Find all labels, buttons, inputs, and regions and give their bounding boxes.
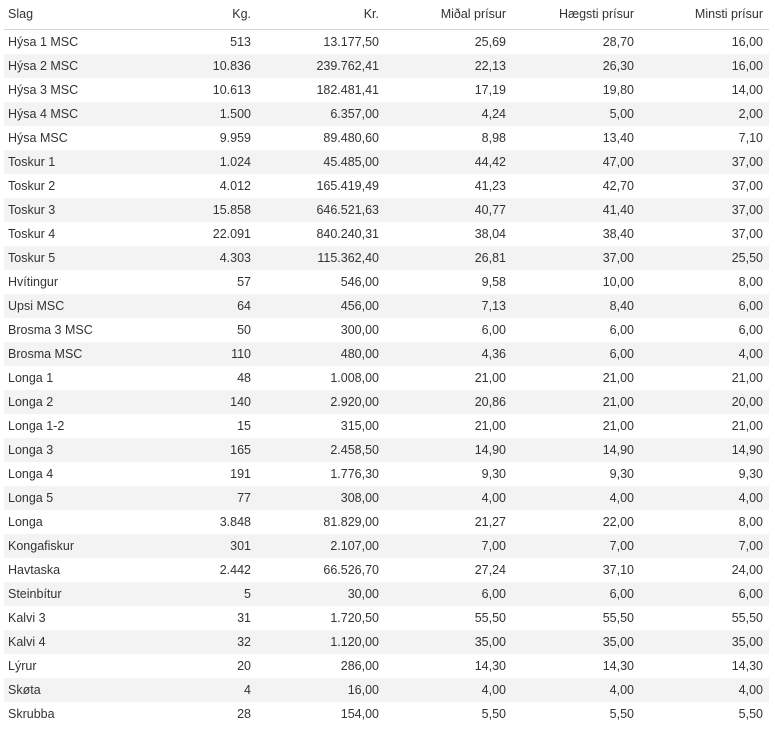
kr-cell: 81.829,00	[323, 514, 379, 529]
lowest-price-cell: 37,00	[731, 154, 763, 169]
average-price-cell: 40,77	[474, 202, 506, 217]
species-cell: Hýsa 1 MSC	[8, 34, 79, 49]
kr-cell: 480,00	[340, 346, 379, 361]
lowest-price-cell: 14,00	[731, 82, 763, 97]
species-cell: Hýsa 2 MSC	[8, 58, 79, 73]
kg-cell: 57	[237, 274, 251, 289]
average-price-cell: 55,50	[474, 610, 506, 625]
table-row	[4, 222, 769, 246]
price-table	[4, 0, 769, 726]
highest-price-cell: 37,00	[602, 250, 634, 265]
species-cell: Longa 1-2	[8, 418, 65, 433]
average-price-cell: 4,24	[481, 106, 506, 121]
highest-price-cell: 21,00	[602, 418, 634, 433]
kg-cell: 15.858	[212, 202, 251, 217]
table-row	[4, 366, 769, 390]
lowest-price-cell: 4,00	[738, 346, 763, 361]
table-header	[4, 0, 769, 29]
species-cell: Kongafiskur	[8, 538, 75, 553]
average-price-cell: 9,58	[481, 274, 506, 289]
kr-cell: 16,00	[347, 682, 379, 697]
table-row	[4, 534, 769, 558]
kr-cell: 1.776,30	[330, 466, 379, 481]
kg-cell: 191	[230, 466, 251, 481]
kg-cell: 5	[244, 586, 251, 601]
table-row	[4, 630, 769, 654]
average-price-cell: 4,00	[481, 682, 506, 697]
average-price-cell: 14,90	[474, 442, 506, 457]
highest-price-cell: 41,40	[602, 202, 634, 217]
kr-cell: 30,00	[347, 586, 379, 601]
lowest-price-cell: 7,10	[738, 130, 763, 145]
highest-price-cell: 7,00	[609, 538, 634, 553]
table-row	[4, 294, 769, 318]
table-row	[4, 102, 769, 126]
lowest-price-cell: 20,00	[731, 394, 763, 409]
species-cell: Longa 3	[8, 442, 54, 457]
species-cell: Brosma MSC	[8, 346, 83, 361]
average-price-cell: 7,00	[481, 538, 506, 553]
highest-price-cell: 4,00	[609, 490, 634, 505]
species-cell: Toskur 3	[8, 202, 56, 217]
kr-cell: 45.485,00	[323, 154, 379, 169]
species-cell: Longa 2	[8, 394, 54, 409]
lowest-price-cell: 21,00	[731, 370, 763, 385]
kr-cell: 1.720,50	[330, 610, 379, 625]
highest-price-cell: 47,00	[602, 154, 634, 169]
average-price-cell: 35,00	[474, 634, 506, 649]
species-cell: Longa 1	[8, 370, 54, 385]
lowest-price-cell: 37,00	[731, 202, 763, 217]
lowest-price-cell: 37,00	[731, 178, 763, 193]
species-cell: Hýsa 4 MSC	[8, 106, 79, 121]
average-price-cell: 6,00	[481, 322, 506, 337]
lowest-price-cell: 16,00	[731, 58, 763, 73]
kg-cell: 4	[244, 682, 251, 697]
species-cell: Hýsa MSC	[8, 130, 68, 145]
highest-price-cell: 14,90	[602, 442, 634, 457]
highest-price-cell: 13,40	[602, 130, 634, 145]
kr-cell: 182.481,41	[316, 82, 379, 97]
highest-price-cell: 21,00	[602, 370, 634, 385]
table-row	[4, 126, 769, 150]
kr-cell: 2.458,50	[330, 442, 379, 457]
table-row	[4, 486, 769, 510]
column-header-highest-price[interactable]: Hægsti prísur	[512, 0, 640, 29]
species-cell: Toskur 5	[8, 250, 56, 265]
lowest-price-cell: 55,50	[731, 610, 763, 625]
lowest-price-cell: 4,00	[738, 490, 763, 505]
table-row	[4, 606, 769, 630]
kr-cell: 1.008,00	[330, 370, 379, 385]
kg-cell: 50	[237, 322, 251, 337]
lowest-price-cell: 21,00	[731, 418, 763, 433]
table-row	[4, 582, 769, 606]
kg-cell: 20	[237, 658, 251, 673]
column-header-kg[interactable]: Kg.	[134, 0, 257, 29]
highest-price-cell: 35,00	[602, 634, 634, 649]
lowest-price-cell: 14,30	[731, 658, 763, 673]
kr-cell: 308,00	[340, 490, 379, 505]
species-cell: Hvítingur	[8, 274, 59, 289]
average-price-cell: 41,23	[474, 178, 506, 193]
average-price-cell: 9,30	[481, 466, 506, 481]
average-price-cell: 22,13	[474, 58, 506, 73]
table-row	[4, 318, 769, 342]
kg-cell: 301	[230, 538, 251, 553]
column-header-average-price[interactable]: Miðal prísur	[385, 0, 512, 29]
kg-cell: 1.500	[219, 106, 251, 121]
kr-cell: 13.177,50	[323, 34, 379, 49]
highest-price-cell: 4,00	[609, 682, 634, 697]
highest-price-cell: 8,40	[609, 298, 634, 313]
kr-cell: 456,00	[340, 298, 379, 313]
highest-price-cell: 6,00	[609, 322, 634, 337]
average-price-cell: 4,00	[481, 490, 506, 505]
average-price-cell: 38,04	[474, 226, 506, 241]
lowest-price-cell: 35,00	[731, 634, 763, 649]
kr-cell: 300,00	[340, 322, 379, 337]
table-row	[4, 438, 769, 462]
table-row	[4, 510, 769, 534]
average-price-cell: 21,00	[474, 418, 506, 433]
column-header-kr[interactable]: Kr.	[257, 0, 385, 29]
kg-cell: 64	[237, 298, 251, 313]
header-row	[4, 0, 769, 29]
species-cell: Longa	[8, 514, 43, 529]
lowest-price-cell: 14,90	[731, 442, 763, 457]
kg-cell: 1.024	[219, 154, 251, 169]
kg-cell: 4.303	[219, 250, 251, 265]
table-row	[4, 462, 769, 486]
lowest-price-cell: 16,00	[731, 34, 763, 49]
kg-cell: 140	[230, 394, 251, 409]
kr-cell: 315,00	[340, 418, 379, 433]
kr-cell: 66.526,70	[323, 562, 379, 577]
table-row	[4, 558, 769, 582]
average-price-cell: 14,30	[474, 658, 506, 673]
kg-cell: 31	[237, 610, 251, 625]
table-row	[4, 198, 769, 222]
average-price-cell: 17,19	[474, 82, 506, 97]
highest-price-cell: 9,30	[609, 466, 634, 481]
average-price-cell: 6,00	[481, 586, 506, 601]
average-price-cell: 27,24	[474, 562, 506, 577]
average-price-cell: 8,98	[481, 130, 506, 145]
species-cell: Skøta	[8, 682, 41, 697]
kr-cell: 89.480,60	[323, 130, 379, 145]
kr-cell: 115.362,40	[317, 250, 379, 265]
average-price-cell: 21,00	[474, 370, 506, 385]
lowest-price-cell: 8,00	[738, 274, 763, 289]
species-cell: Toskur 4	[8, 226, 56, 241]
highest-price-cell: 37,10	[602, 562, 634, 577]
average-price-cell: 26,81	[474, 250, 506, 265]
lowest-price-cell: 5,50	[738, 706, 763, 721]
column-header-slag[interactable]: Slag	[4, 0, 134, 29]
species-cell: Toskur 2	[8, 178, 56, 193]
species-cell: Kalvi 3	[8, 610, 46, 625]
species-cell: Steinbítur	[8, 586, 62, 601]
highest-price-cell: 28,70	[602, 34, 634, 49]
species-cell: Longa 5	[8, 490, 54, 505]
kg-cell: 4.012	[219, 178, 251, 193]
kg-cell: 513	[230, 34, 251, 49]
highest-price-cell: 19,80	[602, 82, 634, 97]
kg-cell: 10.836	[212, 58, 251, 73]
kg-cell: 48	[237, 370, 251, 385]
highest-price-cell: 22,00	[602, 514, 634, 529]
lowest-price-cell: 24,00	[731, 562, 763, 577]
table-row	[4, 174, 769, 198]
highest-price-cell: 55,50	[602, 610, 634, 625]
table-row	[4, 54, 769, 78]
average-price-cell: 7,13	[481, 298, 506, 313]
highest-price-cell: 42,70	[602, 178, 634, 193]
highest-price-cell: 38,40	[602, 226, 634, 241]
table-row	[4, 654, 769, 678]
table-row	[4, 29, 769, 54]
lowest-price-cell: 9,30	[738, 466, 763, 481]
table-body	[4, 29, 769, 726]
highest-price-cell: 6,00	[609, 586, 634, 601]
kr-cell: 546,00	[340, 274, 379, 289]
kg-cell: 15	[237, 418, 251, 433]
kr-cell: 6.357,00	[330, 106, 379, 121]
average-price-cell: 20,86	[474, 394, 506, 409]
species-cell: Brosma 3 MSC	[8, 322, 93, 337]
kg-cell: 77	[237, 490, 251, 505]
lowest-price-cell: 6,00	[738, 298, 763, 313]
table-row	[4, 678, 769, 702]
kr-cell: 286,00	[340, 658, 379, 673]
table-row	[4, 342, 769, 366]
column-header-lowest-price[interactable]: Minsti prísur	[640, 0, 769, 29]
kg-cell: 28	[237, 706, 251, 721]
kr-cell: 165.419,49	[316, 178, 379, 193]
lowest-price-cell: 6,00	[738, 322, 763, 337]
highest-price-cell: 6,00	[609, 346, 634, 361]
lowest-price-cell: 25,50	[731, 250, 763, 265]
table-row	[4, 390, 769, 414]
kg-cell: 9.959	[219, 130, 251, 145]
kr-cell: 154,00	[340, 706, 379, 721]
species-cell: Lýrur	[8, 658, 37, 673]
lowest-price-cell: 7,00	[738, 538, 763, 553]
kg-cell: 165	[230, 442, 251, 457]
kg-cell: 32	[237, 634, 251, 649]
highest-price-cell: 26,30	[602, 58, 634, 73]
species-cell: Toskur 1	[8, 154, 56, 169]
kr-cell: 1.120,00	[330, 634, 379, 649]
table-row	[4, 414, 769, 438]
average-price-cell: 5,50	[481, 706, 506, 721]
kg-cell: 2.442	[219, 562, 251, 577]
highest-price-cell: 5,00	[609, 106, 634, 121]
species-cell: Kalvi 4	[8, 634, 46, 649]
kg-cell: 110	[231, 346, 251, 361]
table-row	[4, 702, 769, 726]
average-price-cell: 44,42	[474, 154, 506, 169]
lowest-price-cell: 37,00	[731, 226, 763, 241]
species-cell: Havtaska	[8, 562, 61, 577]
kr-cell: 2.920,00	[330, 394, 379, 409]
species-cell: Skrubba	[8, 706, 55, 721]
highest-price-cell: 10,00	[602, 274, 634, 289]
highest-price-cell: 14,30	[602, 658, 634, 673]
highest-price-cell: 5,50	[609, 706, 634, 721]
kr-cell: 646.521,63	[316, 202, 379, 217]
table-row	[4, 78, 769, 102]
lowest-price-cell: 4,00	[738, 682, 763, 697]
average-price-cell: 21,27	[474, 514, 506, 529]
kg-cell: 22.091	[212, 226, 251, 241]
species-cell: Longa 4	[8, 466, 54, 481]
lowest-price-cell: 8,00	[738, 514, 763, 529]
species-cell: Hýsa 3 MSC	[8, 82, 79, 97]
kg-cell: 10.613	[212, 82, 251, 97]
kr-cell: 239.762,41	[316, 58, 379, 73]
kg-cell: 3.848	[219, 514, 251, 529]
table-row	[4, 150, 769, 174]
average-price-cell: 25,69	[474, 34, 506, 49]
lowest-price-cell: 6,00	[738, 586, 763, 601]
average-price-cell: 4,36	[481, 346, 506, 361]
kr-cell: 840.240,31	[316, 226, 379, 241]
table-row	[4, 246, 769, 270]
kr-cell: 2.107,00	[330, 538, 379, 553]
lowest-price-cell: 2,00	[738, 106, 763, 121]
table-row	[4, 270, 769, 294]
highest-price-cell: 21,00	[602, 394, 634, 409]
species-cell: Upsi MSC	[8, 298, 65, 313]
